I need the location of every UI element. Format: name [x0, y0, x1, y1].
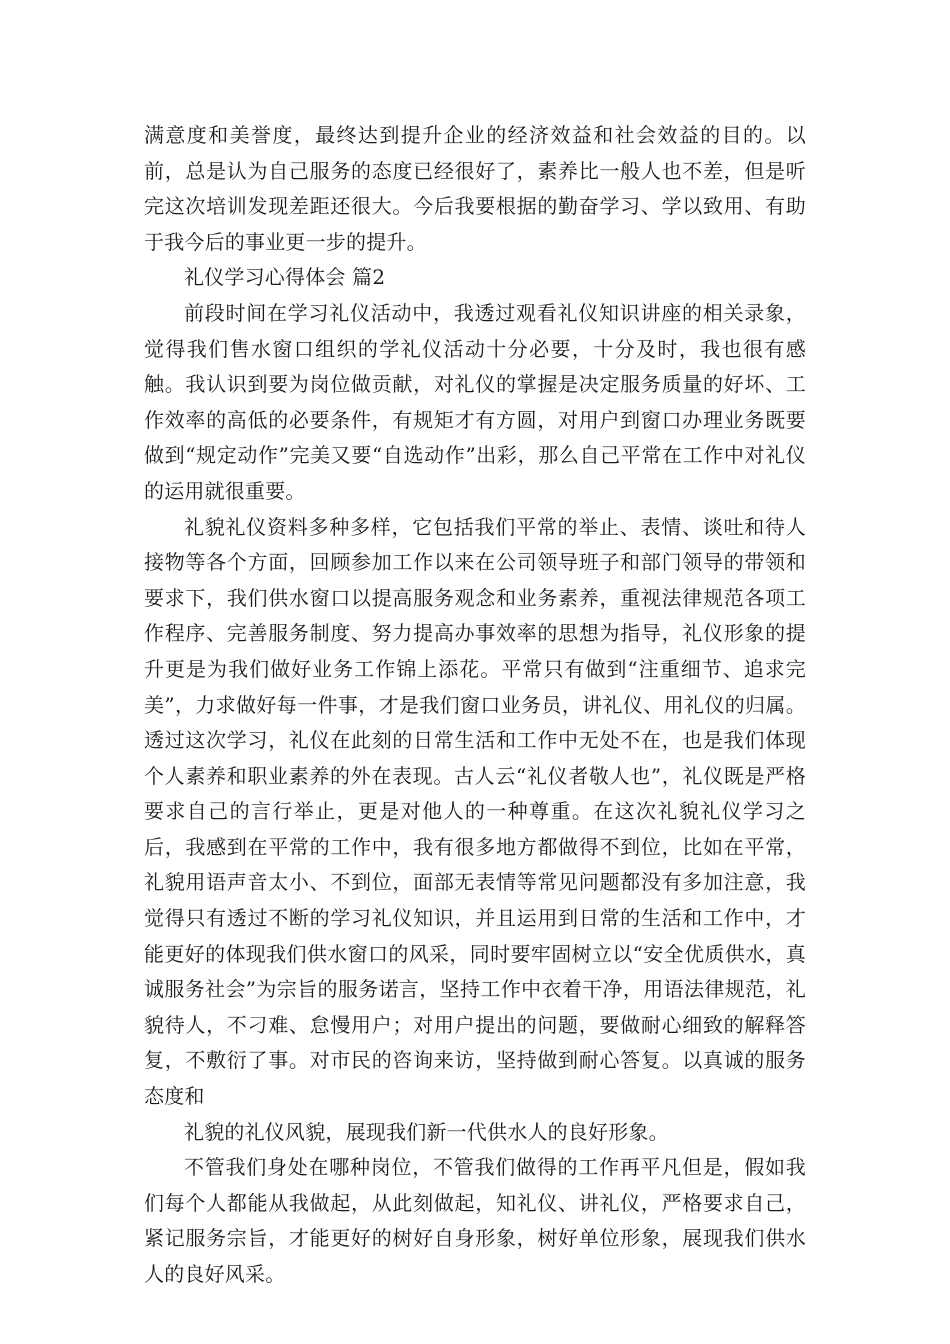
paragraph: 不管我们身处在哪种岗位，不管我们做得的工作再平凡但是，假如我们每个人都能从我做起，从此刻做起，知礼仪、讲礼仪，严格要求自己，紧记服务宗旨，才能更好的树好自身形象，树好单位形象，展现我们供水人的良好风采。: [144, 1155, 806, 1286]
paragraph: 礼貌的礼仪风貌，展现我们新一代供水人的良好形象。: [184, 1119, 669, 1144]
paragraph-continuation: 满意度和美誉度，最终达到提升企业的经济效益和社会效益的目的。以前，总是认为自己服务的态度已经很好了，素养比一般人也不差，但是听完这次培训发现差距还很大。今后我要根据的勤奋学习、学以致用、有助于我今后的事业更一步的提升。: [144, 123, 806, 254]
paragraph: 礼貌礼仪资料多种多样，它包括我们平常的举止、表情、谈吐和待人接物等各个方面，回顾参加工作以来在公司领导班子和部门领导的带领和要求下，我们供水窗口以提高服务观念和业务素养，重视法律规范各项工作程序、完善服务制度、努力提高办事效率的思想为指导，礼仪形象的提升更是为我们做好业务工作锦上添花。平常只有做到“注重细节、追求完美”，力求做好每一件事，才是我们窗口业务员，讲礼仪、用礼仪的归属。透过这次学习，礼仪在此刻的日常生活和工作中无处不在，也是我们体现个人素养和职业素养的外在表现。古人云“礼仪者敬人也”，礼仪既是严格要求自己的言行举止，更是对他人的一种尊重。在这次礼貌礼仪学习之后，我感到在平常的工作中，我有很多地方都做得不到位，比如在平常，礼貌用语声音太小、不到位，面部无表情等常见问题都没有多加注意，我觉得只有透过不断的学习礼仪知识，并且运用到日常的生活和工作中，才能更好的体现我们供水窗口的风采，同时要牢固树立以“安全优质供水，真诚服务社会”为宗旨的服务诺言，坚持工作中衣着干净，用语法律规范，礼貌待人，不刁难、怠慢用户；对用户提出的问题，要做耐心细致的解释答复，不敷衍了事。对市民的咨询来访，坚持做到耐心答复。以真诚的服务态度和: [144, 514, 806, 1109]
document-page: [144, 118, 806, 1293]
section-heading: 礼仪学习心得体会 篇2: [184, 265, 386, 290]
paragraph: 前段时间在学习礼仪活动中，我透过观看礼仪知识讲座的相关录象，觉得我们售水窗口组织的学礼仪活动十分必要，十分及时，我也很有感触。我认识到要为岗位做贡献，对礼仪的掌握是决定服务质量的好坏、工作效率的高低的必要条件，有规矩才有方圆，对用户到窗口办理业务既要做到“规定动作”完美又要“自选动作”出彩，那么自己平常在工作中对礼仪的运用就很重要。: [144, 300, 806, 503]
